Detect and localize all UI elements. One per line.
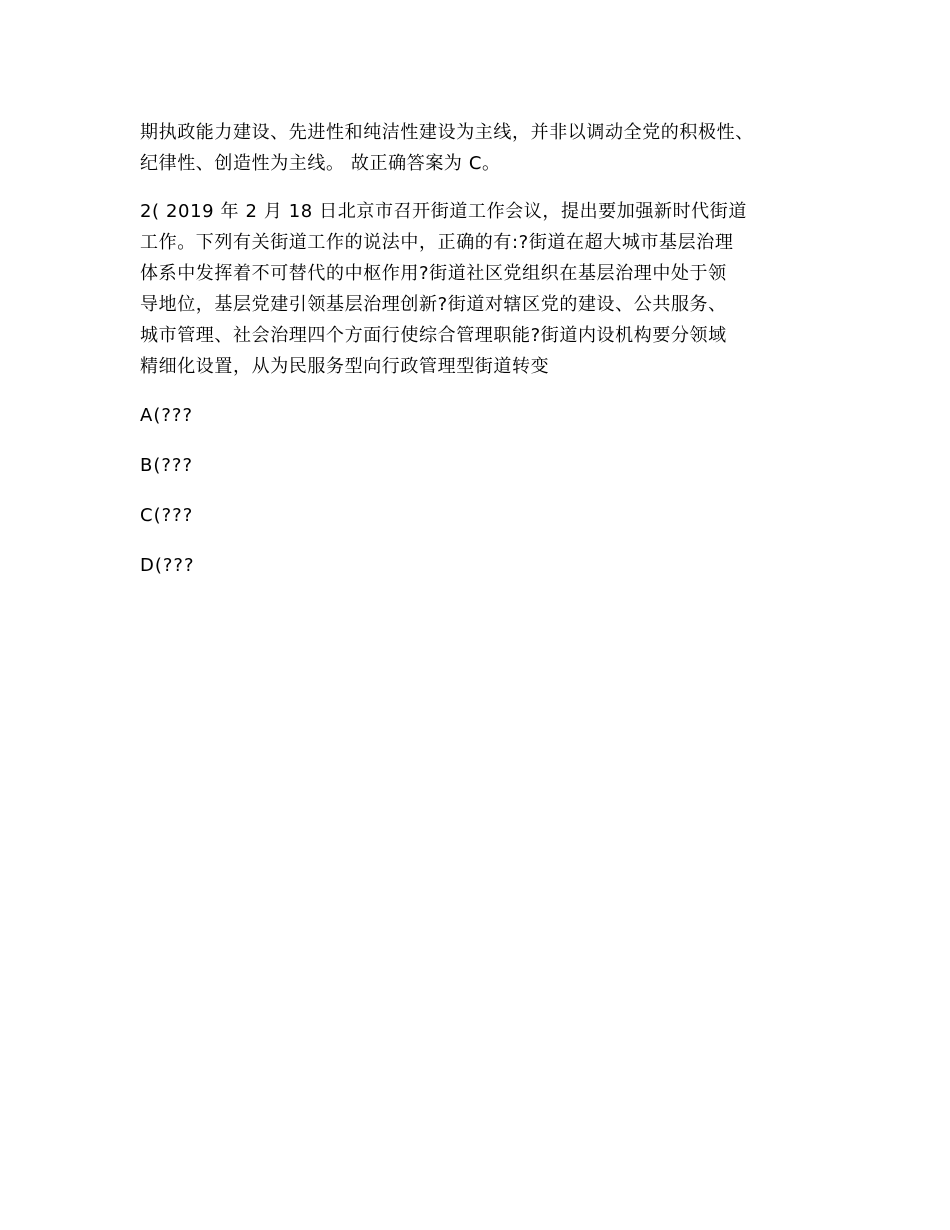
option-d: D(??? [140,555,195,576]
option-a: A(??? [140,405,193,426]
text-line: 纪律性、创造性为主线。 故正确答案为 C。 [140,153,501,174]
text-line: 精细化设置，从为民服务型向行政管理型街道转变 [140,356,550,377]
question-paragraph [140,196,830,382]
text-line: 工作。下列有关街道工作的说法中，正确的有:?街道在超大城市基层治理 [140,232,734,253]
answer-explanation-paragraph [140,117,830,179]
text-line: 2( 2019 年 2 月 18 日北京市召开街道工作会议，提出要加强新时代街道 [140,201,747,222]
text-line: 导地位，基层党建引领基层治理创新?街道对辖区党的建设、公共服务、 [140,294,727,315]
document-content [140,117,830,600]
option-c: C(??? [140,505,194,526]
option-b: B(??? [140,455,194,476]
text-line: 城市管理、社会治理四个方面行使综合管理职能?街道内设机构要分领域 [140,325,727,346]
text-line: 体系中发挥着不可替代的中枢作用?街道社区党组织在基层治理中处于领 [140,263,727,284]
text-line: 期执政能力建设、先进性和纯洁性建设为主线，并非以调动全党的积极性、 [140,122,754,143]
